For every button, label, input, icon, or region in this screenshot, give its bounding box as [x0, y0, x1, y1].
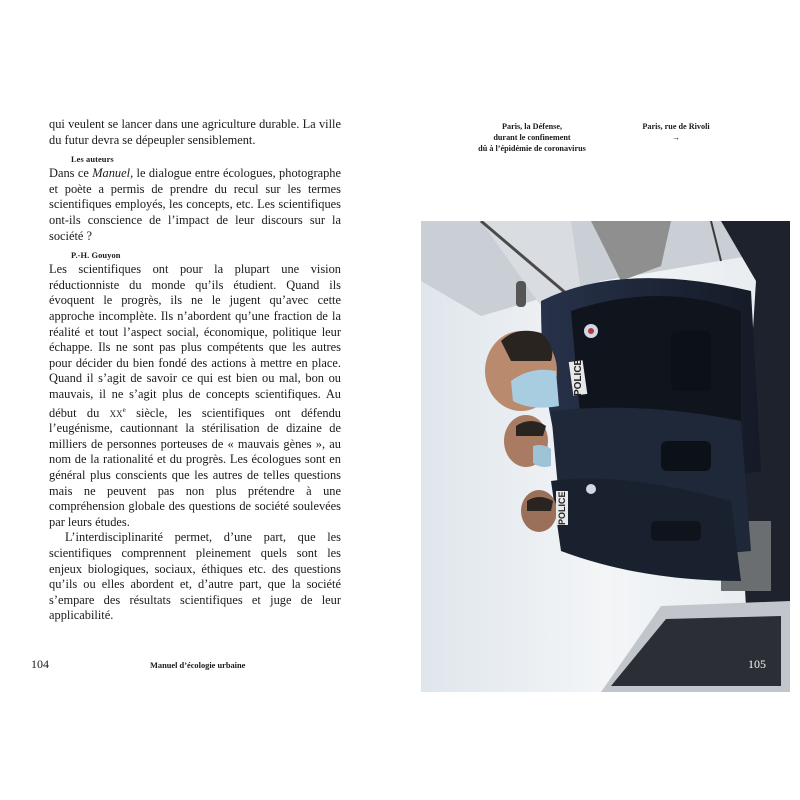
paragraph-auteurs-start: Dans ce: [49, 166, 93, 181]
photo-caption-defense: [468, 121, 596, 154]
police-patch-1: POLICE: [573, 358, 584, 396]
paragraph-gouyon-1: [49, 262, 341, 530]
century-superscript: e: [122, 405, 126, 414]
photo-caption-rivoli: [626, 121, 726, 143]
police-patch-2: POLICE: [557, 491, 567, 525]
page-number-left: 104: [31, 657, 49, 671]
heading-gouyon: P.-H. Gouyon: [71, 251, 121, 261]
police-photo-illustration: [421, 221, 790, 692]
caption-1-line-3: dû à l’épidémie de coronavirus: [478, 144, 586, 153]
left-page-text-column: [49, 117, 341, 624]
arrow-right-icon: →: [671, 133, 681, 142]
caption-1-line-1: Paris, la Défense,: [501, 122, 563, 131]
running-title: Manuel d’écologie urbaine: [150, 661, 246, 670]
paragraph-intro: qui veulent se lancer dans une agriculture durable. La ville du futur devra se dépeupler sensiblement.: [49, 117, 341, 147]
paragraph-gouyon-1-start: Les scientifiques ont pour la plupart une vision réductionniste du monde qu’ils étudient. Quand ils évoquent le progrès, ils ne le jugent qu’avec cette approche incomplète. Ils n’abordent qu’une fraction de la réalité et tout l’aspect social, économique, politique leur échappe. Ils ne sont pas plus compétents que les autres pour décider du bien fondé des actions à mettre en place. Quand il s’agit de savoir ce qui est bien ou mal, bon ou mauvais, il ne s’agit plus de concepts scientifiques. Au début du: [49, 262, 341, 420]
paragraph-gouyon-1-rest: siècle, les scientifiques ont défendu l’eugénisme, cautionnant la stérilisation de dizaine de milliers de personnes porteuses de « mauvais gènes », au nom de la rationalité et du progrès. Les écologues sont en général plus conscients que les autres de telles questions mais ne peuvent pas non plus prétendre à une compréhension globale des questions de société soulevées par leurs études.: [49, 405, 342, 529]
book-title-italic: Manuel: [92, 166, 131, 181]
heading-les-auteurs: Les auteurs: [71, 155, 114, 165]
century-numeral: xx: [109, 405, 123, 420]
paragraph-auteurs-rest: , le dialogue entre écologues, photographe et poète a permis de prendre du recul sur les termes scientifiques employés, les concepts, etc. Les scientifiques ont-ils conscience de l’impact de leur discours sur la société ?: [49, 166, 341, 243]
caption-2-line-1: Paris, rue de Rivoli: [642, 122, 710, 131]
police-photo: [421, 221, 790, 692]
caption-1-line-2: durant le confinement: [493, 133, 571, 142]
paragraph-auteurs: [49, 166, 341, 244]
page-number-right: 105: [748, 657, 766, 671]
paragraph-gouyon-2: L’interdisciplinarité permet, d’une part, que les scientifiques comprennent pleinement quels sont les enjeux biologiques, sociaux, éthiques etc. des questions qu’ils ou elles abordent et, d’autre part, que la société s’empare des résultats scientifiques et juge de leur applicabilité.: [49, 530, 341, 623]
